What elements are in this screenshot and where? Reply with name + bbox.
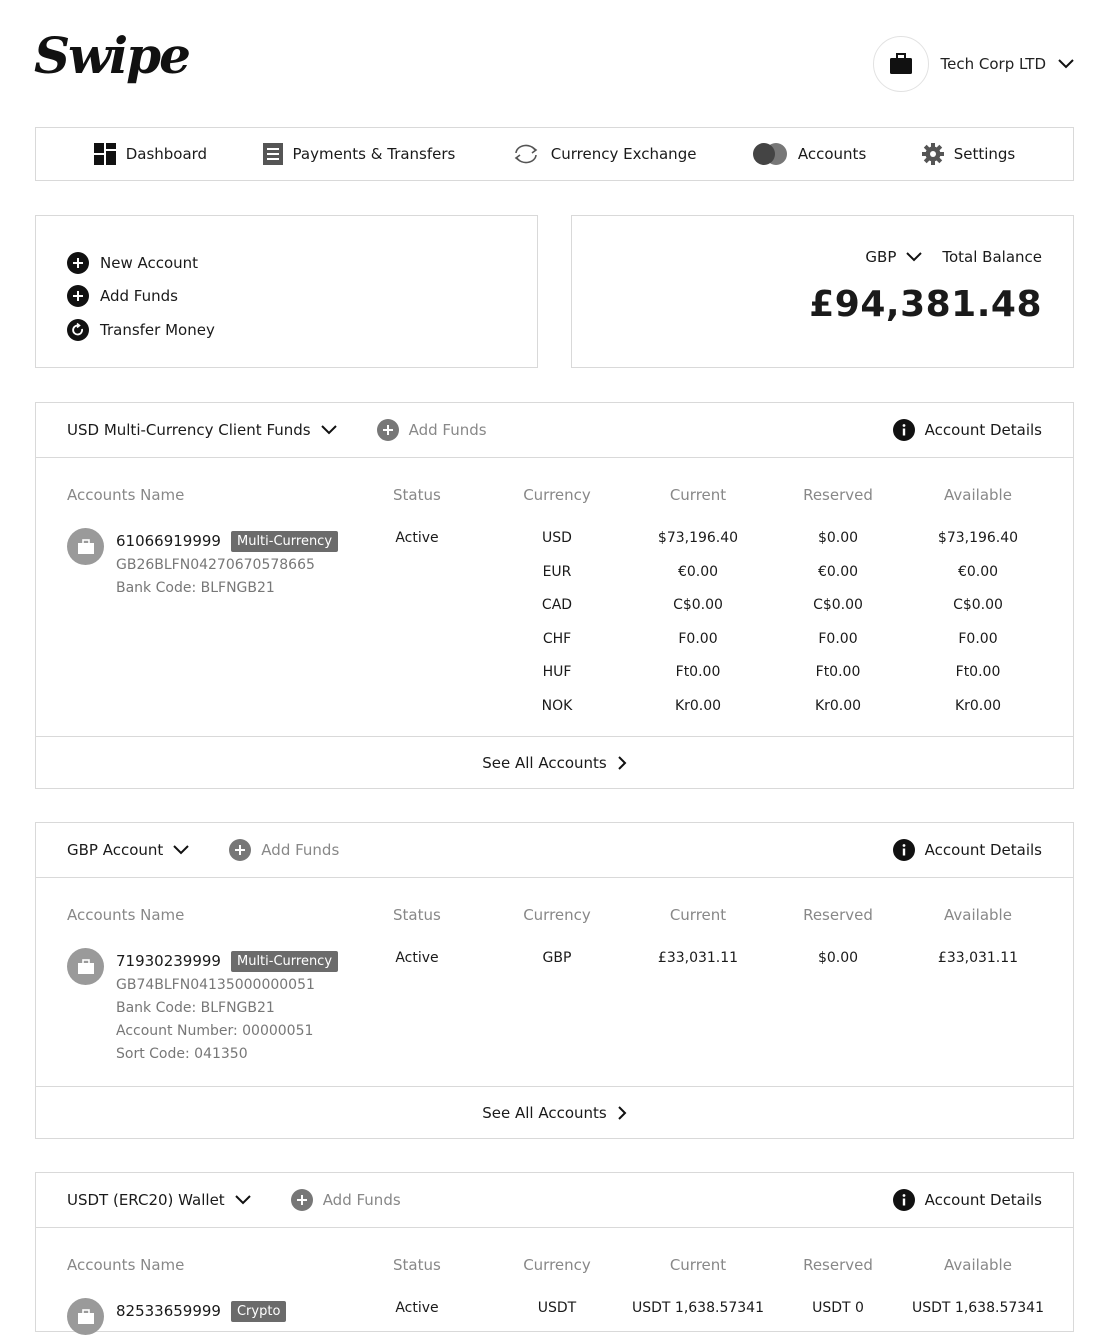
info-icon [893, 839, 915, 861]
add-funds-button[interactable] [67, 280, 506, 314]
col-available: Available [944, 1256, 1012, 1274]
account-group-select[interactable] [67, 841, 189, 859]
total-balance-amount: £94,381.48 [809, 284, 1042, 325]
cell-available: Kr0.00 [954, 697, 1002, 714]
document-list-icon [263, 143, 283, 165]
col-reserved: Reserved [803, 486, 873, 504]
cell-available: F0.00 [958, 630, 998, 647]
cell-current: $73,196.40 [657, 530, 739, 546]
card-add-funds-label: Add Funds [408, 421, 487, 439]
cell-reserved: €0.00 [817, 563, 859, 580]
account-type-badge: Multi-Currency [231, 951, 338, 972]
nav-dashboard-label: Dashboard [125, 145, 208, 163]
account-group-title: USD Multi-Currency Client Funds [67, 421, 311, 439]
account-entry[interactable] [67, 528, 338, 600]
cell-reserved: C$0.00 [813, 597, 863, 613]
account-status: Active [395, 530, 439, 546]
account-bank-code: Bank Code: BLFNGB21 [116, 580, 275, 596]
chevron-down-icon [235, 1195, 251, 1205]
card-add-funds-label: Add Funds [261, 841, 340, 859]
account-number: 82533659999 [116, 1302, 221, 1320]
refresh-circle-icon [67, 319, 89, 341]
account-number-line: Account Number: 00000051 [116, 1023, 314, 1039]
see-all-accounts-link[interactable] [36, 1086, 1073, 1139]
card-add-funds-button[interactable] [229, 839, 339, 861]
card-add-funds-button[interactable] [377, 419, 487, 441]
account-details-label: Account Details [924, 841, 1042, 859]
account-type-badge: Multi-Currency [231, 531, 338, 552]
account-number: 71930239999 [116, 952, 221, 970]
account-status: Active [395, 1300, 439, 1316]
account-sort-code: Sort Code: 041350 [116, 1046, 248, 1062]
balance-currency: GBP [865, 248, 897, 266]
accounts-icon [752, 143, 788, 165]
cell-reserved: Ft0.00 [815, 664, 861, 680]
account-group-title: GBP Account [67, 841, 164, 859]
col-currency: Currency [523, 486, 591, 504]
account-group-select[interactable] [67, 1191, 251, 1209]
new-account-label: New Account [100, 253, 199, 272]
info-icon [893, 419, 915, 441]
see-all-label: See All Accounts [482, 754, 607, 772]
nav-payments[interactable] [263, 143, 456, 165]
col-current: Current [669, 906, 727, 924]
account-details-label: Account Details [924, 1191, 1042, 1209]
info-icon [893, 1189, 915, 1211]
chevron-down-icon [173, 845, 189, 855]
chevron-down-icon [321, 425, 337, 435]
cell-current: Ft0.00 [675, 664, 721, 680]
account-number: 61066919999 [116, 532, 221, 550]
nav-payments-label: Payments & Transfers [292, 145, 456, 163]
plus-circle-icon [377, 419, 399, 441]
col-currency: Currency [523, 1256, 591, 1274]
cell-currency: USDT [537, 1300, 577, 1316]
briefcase-icon [67, 1298, 104, 1335]
swipe-logo[interactable]: Swipe [34, 26, 189, 85]
briefcase-icon [67, 948, 104, 985]
cell-available: C$0.00 [953, 597, 1003, 613]
account-entry[interactable] [67, 948, 338, 1066]
account-details-button[interactable] [893, 419, 1042, 441]
cell-reserved: $0.00 [817, 950, 859, 966]
transfer-money-label: Transfer Money [100, 320, 215, 339]
cell-reserved: USDT 0 [812, 1300, 864, 1316]
add-funds-label: Add Funds [100, 287, 178, 306]
nav-accounts[interactable] [752, 143, 866, 165]
account-status: Active [395, 950, 439, 966]
col-status: Status [393, 1256, 441, 1274]
account-iban: GB26BLFN04270670578665 [116, 557, 315, 573]
col-current: Current [669, 1256, 727, 1274]
transfer-money-button[interactable] [67, 313, 506, 347]
chevron-down-icon [906, 252, 922, 262]
nav-settings-label: Settings [953, 145, 1016, 163]
see-all-accounts-link[interactable] [36, 736, 1073, 789]
briefcase-icon [873, 36, 929, 92]
col-current: Current [669, 486, 727, 504]
cell-reserved: $0.00 [817, 530, 859, 546]
nav-accounts-label: Accounts [797, 145, 867, 163]
account-card-usd [35, 402, 1074, 789]
cell-available: Ft0.00 [955, 664, 1001, 680]
cell-current: USDT 1,638.57341 [632, 1300, 764, 1316]
cell-currency: CHF [542, 630, 572, 647]
chevron-down-icon [1058, 59, 1074, 69]
cell-currency: NOK [541, 697, 573, 714]
cell-current: €0.00 [677, 563, 719, 580]
account-details-button[interactable] [893, 839, 1042, 861]
quick-actions [35, 215, 538, 368]
cell-available: £33,031.11 [937, 950, 1019, 966]
exchange-icon [511, 143, 541, 165]
nav-exchange[interactable] [511, 143, 697, 165]
account-group-title: USDT (ERC20) Wallet [67, 1191, 225, 1209]
cell-available: €0.00 [957, 563, 999, 580]
cell-currency: USD [542, 530, 572, 546]
col-accounts-name: Accounts Name [67, 906, 185, 924]
cell-available: $73,196.40 [937, 530, 1019, 546]
cell-current: Kr0.00 [674, 697, 722, 714]
col-accounts-name: Accounts Name [67, 1256, 185, 1274]
card-add-funds-button[interactable] [291, 1189, 401, 1211]
col-accounts-name: Accounts Name [67, 486, 185, 504]
nav-exchange-label: Currency Exchange [550, 145, 697, 163]
cell-current: £33,031.11 [657, 950, 739, 966]
col-status: Status [393, 906, 441, 924]
account-type-badge: Crypto [231, 1301, 286, 1322]
card-add-funds-label: Add Funds [322, 1191, 401, 1209]
cell-currency: GBP [542, 950, 572, 966]
account-details-label: Account Details [924, 421, 1042, 439]
account-card-gbp [35, 822, 1074, 1139]
col-status: Status [393, 486, 441, 504]
cell-current: F0.00 [678, 630, 718, 647]
plus-circle-icon [67, 252, 89, 274]
plus-circle-icon [67, 285, 89, 307]
col-available: Available [944, 906, 1012, 924]
account-group-select[interactable] [67, 421, 337, 439]
account-bank-code: Bank Code: BLFNGB21 [116, 1000, 275, 1016]
nav-settings[interactable] [922, 143, 1016, 165]
col-reserved: Reserved [803, 1256, 873, 1274]
cell-available: USDT 1,638.57341 [912, 1300, 1044, 1316]
company-name: Tech Corp LTD [940, 55, 1046, 73]
dashboard-icon [94, 143, 116, 165]
total-balance-label: Total Balance [942, 248, 1042, 266]
cell-current: C$0.00 [673, 597, 723, 613]
gear-icon [922, 143, 944, 165]
col-currency: Currency [523, 906, 591, 924]
balance-currency-select[interactable] [865, 248, 922, 266]
col-reserved: Reserved [803, 906, 873, 924]
briefcase-icon [67, 528, 104, 565]
account-entry[interactable] [67, 1298, 286, 1335]
cell-currency: HUF [542, 664, 572, 680]
col-available: Available [944, 486, 1012, 504]
cell-currency: EUR [542, 563, 572, 580]
new-account-button[interactable] [67, 246, 506, 280]
cell-currency: CAD [541, 597, 573, 613]
cell-reserved: F0.00 [818, 630, 858, 647]
total-balance-panel [571, 215, 1074, 368]
see-all-label: See All Accounts [482, 1104, 607, 1122]
nav-dashboard[interactable] [94, 143, 207, 165]
company-switcher[interactable] [873, 36, 1074, 92]
account-card-usdt [35, 1172, 1074, 1332]
account-iban: GB74BLFN04135000000051 [116, 977, 315, 993]
plus-circle-icon [229, 839, 251, 861]
plus-circle-icon [291, 1189, 313, 1211]
cell-reserved: Kr0.00 [814, 697, 862, 714]
account-details-button[interactable] [893, 1189, 1042, 1211]
chevron-right-icon [617, 755, 627, 771]
main-nav [35, 127, 1074, 181]
chevron-right-icon [617, 1105, 627, 1121]
